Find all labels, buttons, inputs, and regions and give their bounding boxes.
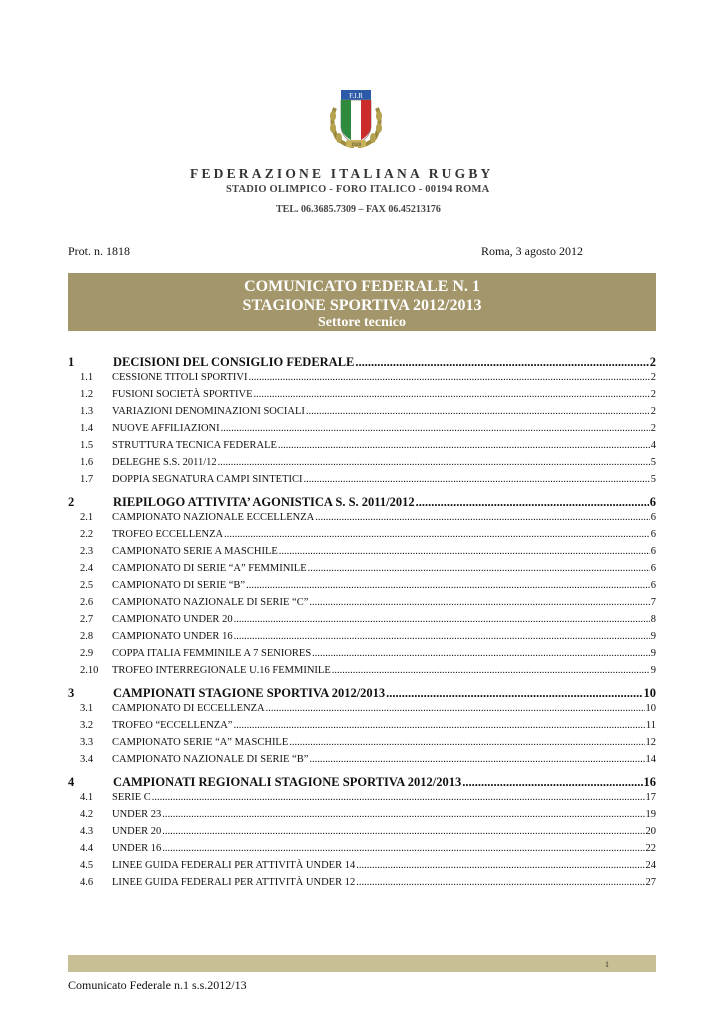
toc-entry-title: CAMPIONATO NAZIONALE DI SERIE “B”: [112, 754, 309, 765]
toc-entry-title: TROFEO “ECCELLENZA”: [112, 720, 233, 731]
toc-leader-dots: [289, 737, 644, 748]
toc-entry-title: TROFEO INTERREGIONALE U.16 FEMMINILE: [112, 665, 331, 676]
toc-entry-title: LINEE GUIDA FEDERALI PER ATTIVITÀ UNDER 14: [112, 860, 356, 871]
table-of-contents: [68, 351, 656, 894]
toc-entry-number: 1.4: [80, 423, 94, 434]
toc-entry-title: CAMPIONATO DI ECCELLENZA: [112, 703, 265, 714]
toc-entry-title: CAMPIONATO DI SERIE “B”: [112, 580, 246, 591]
fir-logo: [327, 88, 385, 150]
toc-subsection[interactable]: [68, 614, 656, 631]
toc-entry-number: 4.1: [80, 792, 94, 803]
toc-subsection[interactable]: [68, 597, 656, 614]
toc-entry-page: 22: [645, 843, 656, 854]
toc-entry-title: CAMPIONATI STAGIONE SPORTIVA 2012/2013: [113, 686, 386, 700]
title-banner: [68, 273, 656, 331]
toc-entry-number: 3: [68, 686, 75, 700]
toc-entry-number: 2.4: [80, 563, 94, 574]
toc-entry-number: 2.9: [80, 648, 94, 659]
toc-entry-title: CAMPIONATO UNDER 16: [112, 631, 233, 642]
toc-leader-dots: [234, 614, 650, 625]
toc-entry-page: 6: [650, 563, 656, 574]
toc-entry-title: NUOVE AFFILIAZIONI: [112, 423, 220, 434]
toc-entry-number: 2.3: [80, 546, 94, 557]
toc-entry-page: 6: [649, 495, 656, 509]
toc-leader-dots: [386, 686, 642, 701]
toc-entry-number: 3.3: [80, 737, 94, 748]
toc-entry-page: 6: [650, 546, 656, 557]
toc-leader-dots: [162, 809, 644, 820]
toc-entry-number: 2.8: [80, 631, 94, 642]
toc-entry-number: 4.4: [80, 843, 94, 854]
footer-page-mark: 1: [605, 960, 609, 969]
toc-subsection[interactable]: [68, 703, 656, 720]
toc-leader-dots: [309, 597, 649, 608]
toc-leader-dots: [279, 546, 650, 557]
toc-entry-title: CAMPIONATO UNDER 20: [112, 614, 233, 625]
toc-entry-page: 2: [649, 355, 656, 369]
toc-entry-page: 10: [645, 703, 656, 714]
toc-subsection[interactable]: [68, 737, 656, 754]
toc-entry-number: 2.2: [80, 529, 94, 540]
toc-subsection[interactable]: [68, 372, 656, 389]
toc-entry-number: 1.7: [80, 474, 94, 485]
toc-leader-dots: [278, 440, 650, 451]
toc-entry-page: 8: [650, 614, 656, 625]
toc-entry-page: 11: [645, 720, 656, 731]
toc-entry-number: 1.6: [80, 457, 94, 468]
toc-entry-page: 6: [650, 512, 656, 523]
footer-text: Comunicato Federale n.1 s.s.2012/13: [68, 978, 247, 992]
toc-entry-number: 1.2: [80, 389, 94, 400]
toc-leader-dots: [254, 389, 650, 400]
toc-subsection[interactable]: [68, 474, 656, 491]
toc-subsection[interactable]: [68, 423, 656, 440]
toc-entry-page: 19: [645, 809, 656, 820]
toc-subsection[interactable]: [68, 440, 656, 457]
toc-section[interactable]: [68, 495, 656, 512]
toc-entry-number: 1.1: [80, 372, 94, 383]
toc-entry-title: RIEPILOGO ATTIVITA’ AGONISTICA S. S. 2011/2012: [113, 495, 415, 509]
toc-leader-dots: [162, 843, 644, 854]
toc-entry-title: CAMPIONATO DI SERIE “A” FEMMINILE: [112, 563, 307, 574]
toc-subsection[interactable]: [68, 648, 656, 665]
toc-entry-number: 1: [68, 355, 75, 369]
toc-entry-page: 9: [650, 665, 656, 676]
logo-text-bottom: 1928: [351, 143, 361, 148]
toc-entry-title: FUSIONI SOCIETÀ SPORTIVE: [112, 389, 253, 400]
toc-subsection[interactable]: [68, 792, 656, 809]
toc-entry-title: SERIE C: [112, 792, 151, 803]
toc-entry-title: CAMPIONATO NAZIONALE ECCELLENZA: [112, 512, 315, 523]
toc-section[interactable]: [68, 355, 656, 372]
toc-entry-title: STRUTTURA TECNICA FEDERALE: [112, 440, 277, 451]
toc-entry-page: 5: [650, 474, 656, 485]
org-header: [190, 166, 530, 215]
toc-leader-dots: [233, 720, 644, 731]
toc-entry-number: 4.2: [80, 809, 94, 820]
toc-entry-number: 4.3: [80, 826, 94, 837]
toc-leader-dots: [462, 775, 642, 790]
toc-leader-dots: [315, 512, 650, 523]
org-name: FEDERAZIONE ITALIANA RUGBY: [190, 166, 494, 181]
toc-entry-page: 9: [650, 631, 656, 642]
toc-entry-page: 27: [645, 877, 656, 888]
toc-entry-title: VARIAZIONI DENOMINAZIONI SOCIALI: [112, 406, 305, 417]
toc-entry-title: DELEGHE S.S. 2011/12: [112, 457, 217, 468]
toc-entry-page: 5: [650, 457, 656, 468]
toc-subsection[interactable]: [68, 389, 656, 406]
toc-subsection[interactable]: [68, 826, 656, 843]
toc-entry-page: 12: [645, 737, 656, 748]
toc-leader-dots: [221, 423, 650, 434]
toc-subsection[interactable]: [68, 860, 656, 877]
toc-entry-page: 2: [650, 406, 656, 417]
toc-entry-title: UNDER 23: [112, 809, 162, 820]
toc-leader-dots: [312, 648, 650, 659]
toc-entry-number: 2: [68, 495, 75, 509]
toc-entry-title: CAMPIONATO SERIE “A” MASCHILE: [112, 737, 289, 748]
toc-subsection[interactable]: [68, 720, 656, 737]
toc-entry-page: 20: [645, 826, 656, 837]
toc-leader-dots: [249, 372, 650, 383]
footer-bar: [68, 955, 656, 972]
toc-leader-dots: [152, 792, 645, 803]
toc-entry-page: 24: [645, 860, 656, 871]
toc-entry-title: UNDER 16: [112, 843, 162, 854]
org-address: STADIO OLIMPICO - FORO ITALICO - 00194 ROMA: [226, 184, 490, 195]
toc-entry-page: 2: [650, 389, 656, 400]
toc-entry-page: 9: [650, 648, 656, 659]
toc-leader-dots: [355, 355, 648, 370]
logo-text-top: F.I.R: [349, 92, 363, 100]
toc-leader-dots: [303, 474, 649, 485]
toc-entry-title: COPPA ITALIA FEMMINILE A 7 SENIORES: [112, 648, 312, 659]
toc-section[interactable]: [68, 775, 656, 792]
toc-entry-number: 3.2: [80, 720, 94, 731]
toc-entry-number: 1.5: [80, 440, 94, 451]
toc-entry-number: 2.6: [80, 597, 94, 608]
toc-entry-page: 14: [645, 754, 656, 765]
toc-subsection[interactable]: [68, 546, 656, 563]
toc-entry-page: 7: [650, 597, 656, 608]
org-contacts: TEL. 06.3685.7309 – FAX 06.45213176: [276, 204, 441, 215]
banner-season: STAGIONE SPORTIVA 2012/2013: [242, 297, 482, 315]
toc-leader-dots: [306, 406, 650, 417]
toc-entry-title: CESSIONE TITOLI SPORTIVI: [112, 372, 248, 383]
toc-leader-dots: [162, 826, 644, 837]
toc-entry-title: DOPPIA SEGNATURA CAMPI SINTETICI: [112, 474, 303, 485]
toc-leader-dots: [356, 877, 644, 888]
toc-entry-page: 16: [643, 775, 656, 789]
toc-entry-number: 2.1: [80, 512, 94, 523]
toc-leader-dots: [218, 457, 650, 468]
protocol-number: Prot. n. 1818: [68, 244, 131, 258]
toc-entry-page: 17: [645, 792, 656, 803]
toc-entry-number: 2.5: [80, 580, 94, 591]
toc-subsection[interactable]: [68, 877, 656, 894]
toc-subsection[interactable]: [68, 406, 656, 423]
toc-entry-number: 2.10: [80, 665, 99, 676]
toc-entry-title: LINEE GUIDA FEDERALI PER ATTIVITÀ UNDER 12: [112, 877, 356, 888]
toc-entry-page: 2: [650, 423, 656, 434]
toc-subsection[interactable]: [68, 563, 656, 580]
toc-section[interactable]: [68, 686, 656, 703]
toc-entry-number: 4.6: [80, 877, 94, 888]
toc-subsection[interactable]: [68, 631, 656, 648]
toc-leader-dots: [234, 631, 650, 642]
toc-subsection[interactable]: [68, 457, 656, 474]
toc-subsection[interactable]: [68, 580, 656, 597]
toc-entry-title: CAMPIONATO NAZIONALE DI SERIE “C”: [112, 597, 309, 608]
toc-leader-dots: [332, 665, 650, 676]
toc-entry-page: 6: [650, 529, 656, 540]
toc-entry-number: 2.7: [80, 614, 94, 625]
toc-subsection[interactable]: [68, 809, 656, 826]
place-date: Roma, 3 agosto 2012: [481, 244, 583, 258]
toc-subsection[interactable]: [68, 512, 656, 529]
toc-entry-title: UNDER 20: [112, 826, 162, 837]
toc-entry-page: 6: [650, 580, 656, 591]
toc-entry-page: 2: [650, 372, 656, 383]
toc-leader-dots: [356, 860, 644, 871]
toc-entry-title: CAMPIONATO SERIE A MASCHILE: [112, 546, 278, 557]
toc-entry-page: 10: [643, 686, 656, 700]
banner-sector: Settore tecnico: [318, 315, 406, 331]
banner-title: COMUNICATO FEDERALE N. 1: [244, 278, 480, 295]
toc-leader-dots: [416, 495, 649, 510]
toc-leader-dots: [308, 563, 650, 574]
toc-leader-dots: [246, 580, 650, 591]
toc-entry-title: CAMPIONATI REGIONALI STAGIONE SPORTIVA 2012/2013: [113, 775, 462, 789]
toc-entry-number: 3.4: [80, 754, 94, 765]
toc-subsection[interactable]: [68, 843, 656, 860]
toc-entry-title: TROFEO ECCELLENZA: [112, 529, 224, 540]
toc-leader-dots: [309, 754, 644, 765]
toc-entry-number: 4: [68, 775, 75, 789]
toc-entry-number: 3.1: [80, 703, 94, 714]
toc-entry-page: 4: [650, 440, 656, 451]
toc-subsection[interactable]: [68, 665, 656, 682]
toc-entry-number: 1.3: [80, 406, 94, 417]
toc-entry-title: DECISIONI DEL CONSIGLIO FEDERALE: [113, 355, 355, 369]
toc-subsection[interactable]: [68, 754, 656, 771]
toc-leader-dots: [224, 529, 650, 540]
toc-subsection[interactable]: [68, 529, 656, 546]
toc-leader-dots: [266, 703, 645, 714]
toc-entry-number: 4.5: [80, 860, 94, 871]
